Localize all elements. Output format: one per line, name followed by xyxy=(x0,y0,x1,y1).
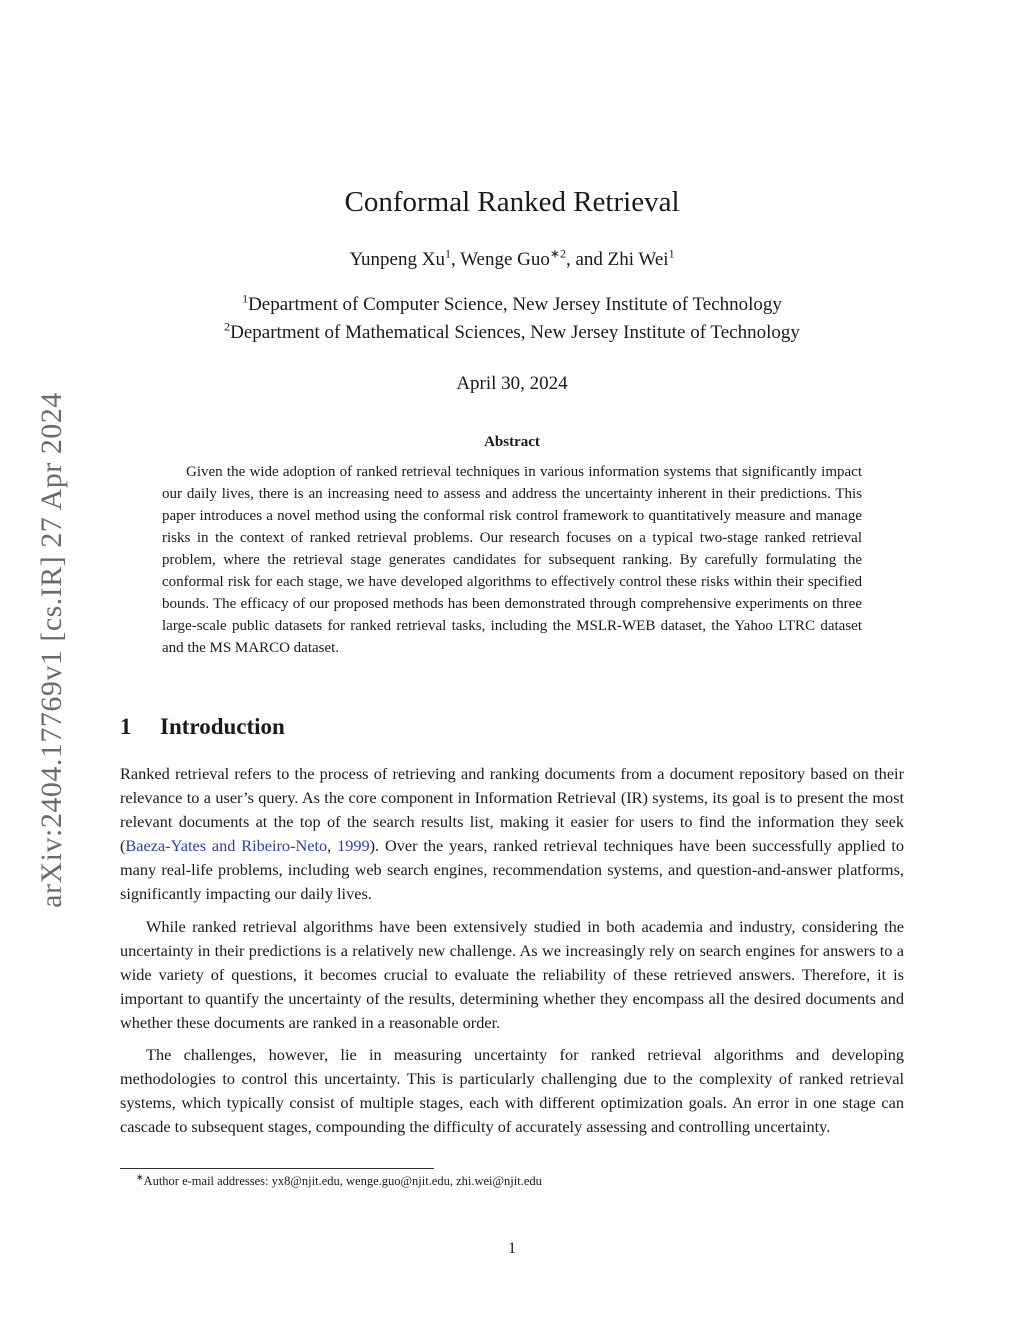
author-separator: , and xyxy=(565,249,608,270)
affiliation-mark: 2 xyxy=(224,319,231,334)
publication-date: April 30, 2024 xyxy=(456,373,568,394)
page-number: 1 xyxy=(508,1240,516,1257)
section-heading xyxy=(120,714,285,740)
footnote-mark: ∗ xyxy=(136,1171,144,1182)
citation-link[interactable] xyxy=(125,836,369,855)
paper-title: Conformal Ranked Retrieval xyxy=(344,186,680,218)
author-separator: , xyxy=(450,249,461,270)
author-name: Wenge Guo xyxy=(460,249,550,270)
abstract-body: Given the wide adoption of ranked retrieval techniques in various information systems that significantly impact our daily lives, there is an increasing need to assess and address the uncertainty inherent in their predictions. This paper introduces a novel method using the conformal risk control framework to quantitatively measure and manage risks in the context of ranked retrieval problems. Our research focuses on a typical two-stage ranked retrieval problem, where the retrieval stage generates candidates for subsequent ranking. By carefully formulating the conformal risk for each stage, we have developed algorithms to effectively control these risks within their specified bounds. The efficacy of our proposed methods has been demonstrated through comprehensive experiments on three large-scale public datasets for ranked retrieval tasks, including the MSLR-WEB dataset, the Yahoo LTRC dataset and the MS MARCO dataset. xyxy=(162,464,862,656)
section-number: 1 xyxy=(120,714,132,739)
paragraph-3: The challenges, however, lie in measuring uncertainty for ranked retrieval algorithms and developing methodologies to control this uncertainty. This is particularly challenging due to the complexity of ranked retrieval systems, which typically consist of multiple stages, each with different optimization goals. An error in one stage can cascade to subsequent stages, compounding the difficulty of accurately assessing and controlling uncertainty. xyxy=(120,1045,904,1137)
citation-year[interactable]: 1999 xyxy=(337,836,370,856)
introduction-body xyxy=(120,762,904,1147)
affiliation-mark: 1 xyxy=(444,246,451,261)
footnote-divider xyxy=(120,1168,434,1169)
abstract-heading: Abstract xyxy=(484,434,540,450)
paragraph-text: ). Over the years, ranked retrieval techniques have been successfully applied to many real-life problems, including web search engines, recommendation systems, and question-and-answer platforms, significantly impacting our daily lives. xyxy=(120,836,904,904)
affiliation-2 xyxy=(0,319,1024,344)
affiliation-text: Department of Mathematical Sciences, New Jersey Institute of Technology xyxy=(230,322,800,343)
author-name: Yunpeng Xu xyxy=(349,249,445,270)
affiliation-mark: 1 xyxy=(668,246,675,261)
arxiv-identifier-stamp: arXiv:2404.17769v1 [cs.IR] 27 Apr 2024 xyxy=(35,392,68,908)
footnote-text: Author e-mail addresses: yx8@njit.edu, wenge.guo@njit.edu, zhi.wei@njit.edu xyxy=(143,1174,542,1188)
affiliation-text: Department of Computer Science, New Jersey Institute of Technology xyxy=(248,294,782,315)
affiliation-mark: ∗2 xyxy=(549,246,566,261)
paragraph-1 xyxy=(120,762,904,907)
section-title: Introduction xyxy=(160,714,285,739)
citation-separator: , xyxy=(327,836,338,856)
author-name: Zhi Wei xyxy=(607,249,669,270)
footnote xyxy=(136,1171,542,1189)
citation-authors[interactable]: Baeza-Yates and Ribeiro-Neto xyxy=(125,836,328,856)
affiliation-1 xyxy=(0,291,1024,316)
author-list xyxy=(0,246,1024,271)
paragraph-2: While ranked retrieval algorithms have been extensively studied in both academia and industry, considering the uncertainty in their predictions is a relatively new challenge. As we increasingly rely on search engines for answers to a wide variety of questions, it becomes crucial to evaluate the reliability of these retrieved answers. Therefore, it is important to quantify the uncertainty of the results, determining whether they encompass all the desired documents and whether these documents are ranked in a reasonable order. xyxy=(120,916,904,1032)
affiliation-mark: 1 xyxy=(242,291,249,306)
paragraph-text: Ranked retrieval refers to the process of retrieving and ranking documents from a document repository based on their relevance to a user’s query. As the core component in Information Retrieval (IR) systems, its goal is to present the most relevant documents at the top of the search results list, making it easier for users to find the information they seek ( xyxy=(120,764,904,856)
